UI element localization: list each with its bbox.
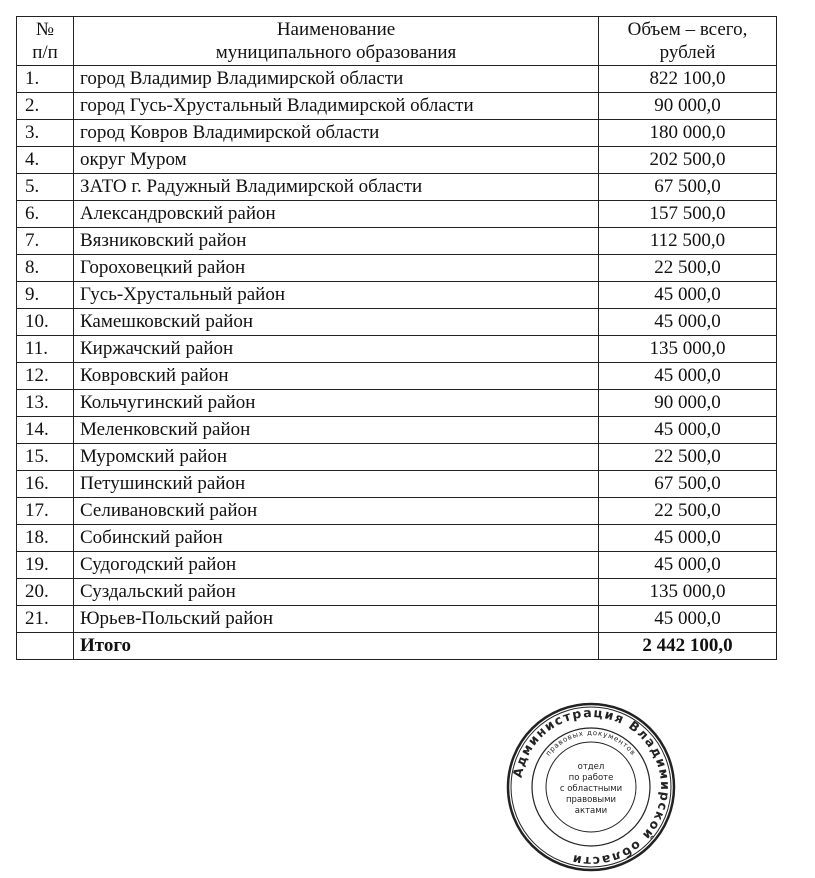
row-municipality: Юрьев-Польский район — [74, 606, 599, 633]
table-row — [17, 174, 777, 201]
stamp-center-line: отдел — [577, 762, 605, 772]
header-amount — [599, 17, 777, 66]
row-municipality: город Владимир Владимирской области — [74, 66, 599, 93]
row-number: 10. — [17, 309, 74, 336]
svg-text:правовых документов — [544, 729, 637, 758]
header-number — [17, 17, 74, 66]
header-amount-line2: рублей — [659, 42, 716, 63]
table-row — [17, 282, 777, 309]
row-municipality: ЗАТО г. Радужный Владимирской области — [74, 174, 599, 201]
row-number: 15. — [17, 444, 74, 471]
stamp-center-line: с областными — [559, 784, 623, 794]
row-number: 2. — [17, 93, 74, 120]
table-row — [17, 525, 777, 552]
stamp-inner-text: правовых документов — [544, 728, 638, 758]
row-number: 16. — [17, 471, 74, 498]
row-municipality: Гороховецкий район — [74, 255, 599, 282]
total-label: Итого — [74, 633, 599, 660]
table-row — [17, 255, 777, 282]
row-municipality: Муромский район — [74, 444, 599, 471]
row-municipality: Гусь-Хрустальный район — [74, 282, 599, 309]
row-amount: 45 000,0 — [599, 417, 777, 444]
row-municipality: Петушинский район — [74, 471, 599, 498]
row-amount: 180 000,0 — [599, 120, 777, 147]
row-amount: 45 000,0 — [599, 363, 777, 390]
table-row — [17, 417, 777, 444]
row-amount: 45 000,0 — [599, 552, 777, 579]
row-amount: 22 500,0 — [599, 498, 777, 525]
row-amount: 157 500,0 — [599, 201, 777, 228]
row-municipality: Собинский район — [74, 525, 599, 552]
header-municipality — [74, 17, 599, 66]
row-number: 9. — [17, 282, 74, 309]
row-number: 17. — [17, 498, 74, 525]
official-stamp — [505, 701, 677, 873]
row-municipality: Суздальский район — [74, 579, 599, 606]
table-body — [17, 66, 777, 633]
row-amount: 90 000,0 — [599, 390, 777, 417]
row-amount: 45 000,0 — [599, 309, 777, 336]
row-number: 14. — [17, 417, 74, 444]
row-number: 3. — [17, 120, 74, 147]
row-amount: 45 000,0 — [599, 282, 777, 309]
row-municipality: Селивановский район — [74, 498, 599, 525]
row-number: 1. — [17, 66, 74, 93]
row-amount: 202 500,0 — [599, 147, 777, 174]
row-municipality: Меленковский район — [74, 417, 599, 444]
total-number-cell — [17, 633, 74, 660]
header-municipality-line1: Наименование — [276, 19, 396, 40]
row-amount: 45 000,0 — [599, 525, 777, 552]
row-number: 13. — [17, 390, 74, 417]
total-amount: 2 442 100,0 — [599, 633, 777, 660]
stamp-outer-text: Администрация Владимирской области — [509, 704, 674, 870]
row-amount: 90 000,0 — [599, 93, 777, 120]
table-row — [17, 444, 777, 471]
row-amount: 22 500,0 — [599, 255, 777, 282]
table-row — [17, 390, 777, 417]
row-municipality: Судогодский район — [74, 552, 599, 579]
row-number: 8. — [17, 255, 74, 282]
row-municipality: Вязниковский район — [74, 228, 599, 255]
row-municipality: город Ковров Владимирской области — [74, 120, 599, 147]
header-number-line1: № — [35, 19, 55, 40]
table-header-row — [17, 17, 777, 66]
stamp-center-line: правовыми — [565, 795, 617, 805]
row-municipality: округ Муром — [74, 147, 599, 174]
table-row — [17, 471, 777, 498]
table-row — [17, 66, 777, 93]
row-municipality: Кольчугинский район — [74, 390, 599, 417]
table-row — [17, 579, 777, 606]
row-amount: 22 500,0 — [599, 444, 777, 471]
row-amount: 45 000,0 — [599, 606, 777, 633]
table-row — [17, 309, 777, 336]
row-municipality: Камешковский район — [74, 309, 599, 336]
row-number: 5. — [17, 174, 74, 201]
row-municipality: город Гусь-Хрустальный Владимирской области — [74, 93, 599, 120]
row-number: 12. — [17, 363, 74, 390]
row-municipality: Киржачский район — [74, 336, 599, 363]
row-amount: 67 500,0 — [599, 471, 777, 498]
row-amount: 67 500,0 — [599, 174, 777, 201]
header-amount-line1: Объем – всего, — [627, 19, 748, 40]
row-number: 6. — [17, 201, 74, 228]
total-row — [17, 633, 777, 660]
allocation-table — [16, 16, 777, 660]
row-number: 18. — [17, 525, 74, 552]
header-municipality-line2: муниципального образования — [215, 42, 457, 63]
row-amount: 822 100,0 — [599, 66, 777, 93]
row-number: 19. — [17, 552, 74, 579]
table-row — [17, 93, 777, 120]
row-number: 21. — [17, 606, 74, 633]
stamp-seal — [505, 701, 677, 873]
row-number: 7. — [17, 228, 74, 255]
row-amount: 135 000,0 — [599, 579, 777, 606]
table-row — [17, 606, 777, 633]
stamp-center-line: актами — [574, 806, 608, 816]
row-number: 11. — [17, 336, 74, 363]
table-row — [17, 552, 777, 579]
table-row — [17, 336, 777, 363]
table-row — [17, 363, 777, 390]
row-amount: 112 500,0 — [599, 228, 777, 255]
row-number: 20. — [17, 579, 74, 606]
table-row — [17, 498, 777, 525]
row-number: 4. — [17, 147, 74, 174]
table-row — [17, 147, 777, 174]
table-row — [17, 201, 777, 228]
stamp-center-line: по работе — [568, 773, 614, 783]
row-municipality: Ковровский район — [74, 363, 599, 390]
header-number-line2: п/п — [32, 42, 58, 63]
table-row — [17, 120, 777, 147]
row-amount: 135 000,0 — [599, 336, 777, 363]
row-municipality: Александровский район — [74, 201, 599, 228]
table-row — [17, 228, 777, 255]
